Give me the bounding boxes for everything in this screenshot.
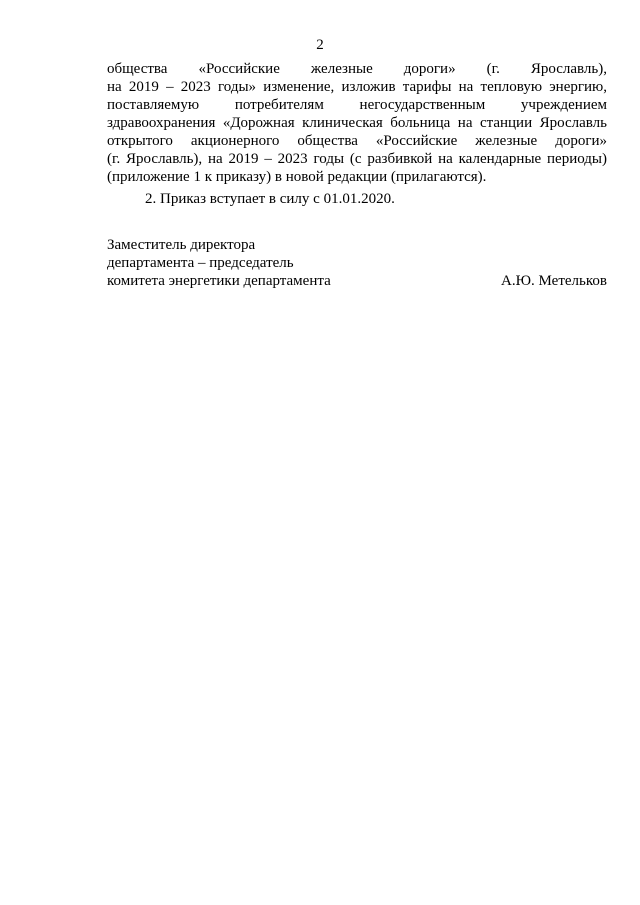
paragraph-line: поставляемую потребителям негосударственным учреждением (107, 97, 607, 113)
signatory-title-line-1: Заместитель директора (107, 237, 256, 253)
document-body (107, 60, 607, 208)
page-number: 2 (316, 37, 324, 53)
signatory-title-line-3: комитета энергетики департамента (107, 273, 331, 289)
signatory-title-line-2: департамента – председатель (107, 255, 294, 271)
paragraph-line: (приложение 1 к приказу) в новой редакции (прилагаются). (107, 169, 487, 185)
paragraph-2: 2. Приказ вступает в силу с 01.01.2020. (145, 191, 395, 207)
paragraph-line: (г. Ярославль), на 2019 – 2023 годы (с разбивкой на календарные периоды) (107, 151, 607, 167)
signatory-name: А.Ю. Метельков (501, 273, 607, 289)
paragraph-line: на 2019 – 2023 годы» изменение, изложив тарифы на тепловую энергию, (107, 79, 607, 95)
paragraph-line: общества «Российские железные дороги» (г. Ярославль), (107, 61, 607, 77)
signatory-row (107, 272, 607, 290)
paragraph-line: открытого акционерного общества «Российские железные дороги» (107, 133, 607, 149)
signature-block (107, 236, 607, 290)
paragraph-line: здравоохранения «Дорожная клиническая больница на станции Ярославль (107, 115, 607, 131)
paragraph-1 (107, 60, 607, 186)
